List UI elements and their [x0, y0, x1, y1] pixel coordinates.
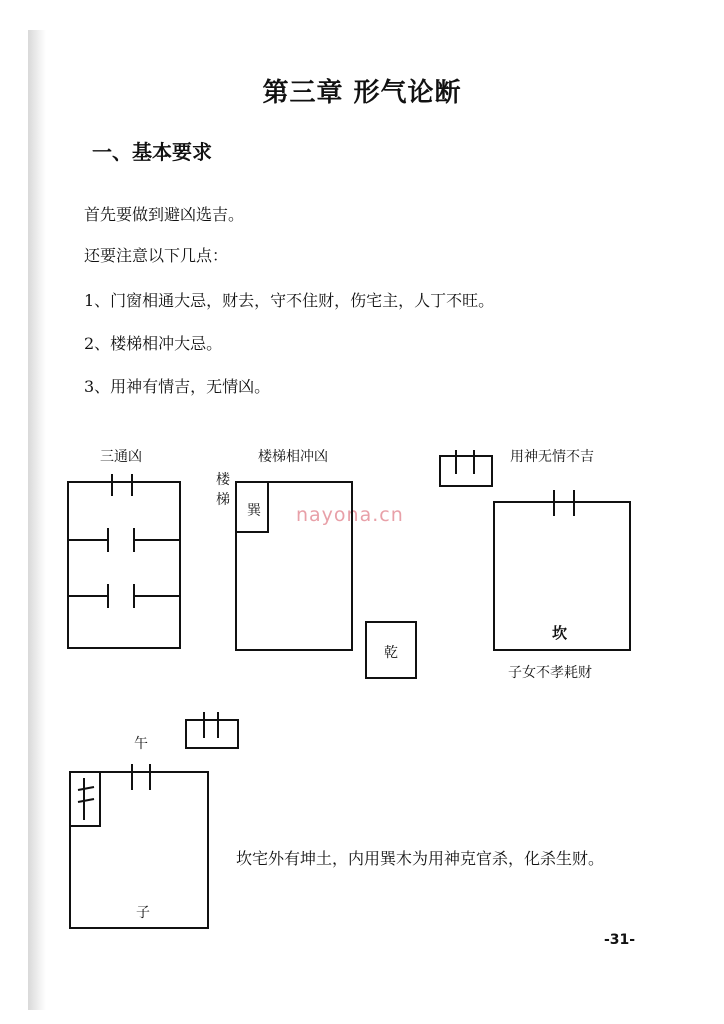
diagram-three-doors-title: 三通凶: [100, 449, 142, 465]
stairs-qian-box: [366, 622, 416, 678]
paragraph-3: 1、门窗相通大忌，财去，守不住财，伤宅主，人丁不旺。: [84, 291, 495, 310]
kan-house: [70, 772, 208, 928]
stairs-xun-corner-box: [236, 482, 268, 532]
paragraph-1: 首先要做到避凶选吉。: [84, 205, 245, 224]
diagram-kan-caption: 坎宅外有坤土，内用巽木为用神克官杀，化杀生财。: [236, 849, 605, 868]
diagram-yongshen-title: 用神无情不吉: [510, 449, 594, 465]
section-title: 一、基本要求: [92, 140, 212, 164]
diagram-stairs-outside-label: 乾: [384, 645, 398, 661]
diagram-stairs-corner-label: 巽: [247, 503, 261, 519]
paragraph-5: 3、用神有情吉，无情凶。: [84, 377, 271, 396]
paragraph-2: 还要注意以下几点：: [84, 246, 229, 265]
diagram-yongshen-center-label: 坎: [552, 624, 568, 642]
page-number: -31-: [604, 932, 636, 948]
diagram-stairs-title: 楼梯相冲凶: [258, 449, 328, 465]
yongshen-house: [494, 502, 630, 650]
diagram-yongshen-caption: 子女不孝耗财: [508, 665, 592, 681]
diagram-stairs-side-label: 楼梯: [216, 472, 230, 508]
chapter-title: 第三章 形气论断: [262, 78, 462, 108]
paragraph-4: 2、楼梯相冲大忌。: [84, 334, 223, 353]
diagram-kan-bottom-label: 子: [136, 905, 150, 921]
stairs-house: [236, 482, 352, 650]
kan-outer-box: [186, 720, 238, 748]
watermark: nayona.cn: [296, 504, 404, 526]
yongshen-outer-box: [440, 456, 492, 486]
three-doors-house: [68, 482, 180, 648]
diagram-kan-top-label: 午: [134, 736, 148, 752]
